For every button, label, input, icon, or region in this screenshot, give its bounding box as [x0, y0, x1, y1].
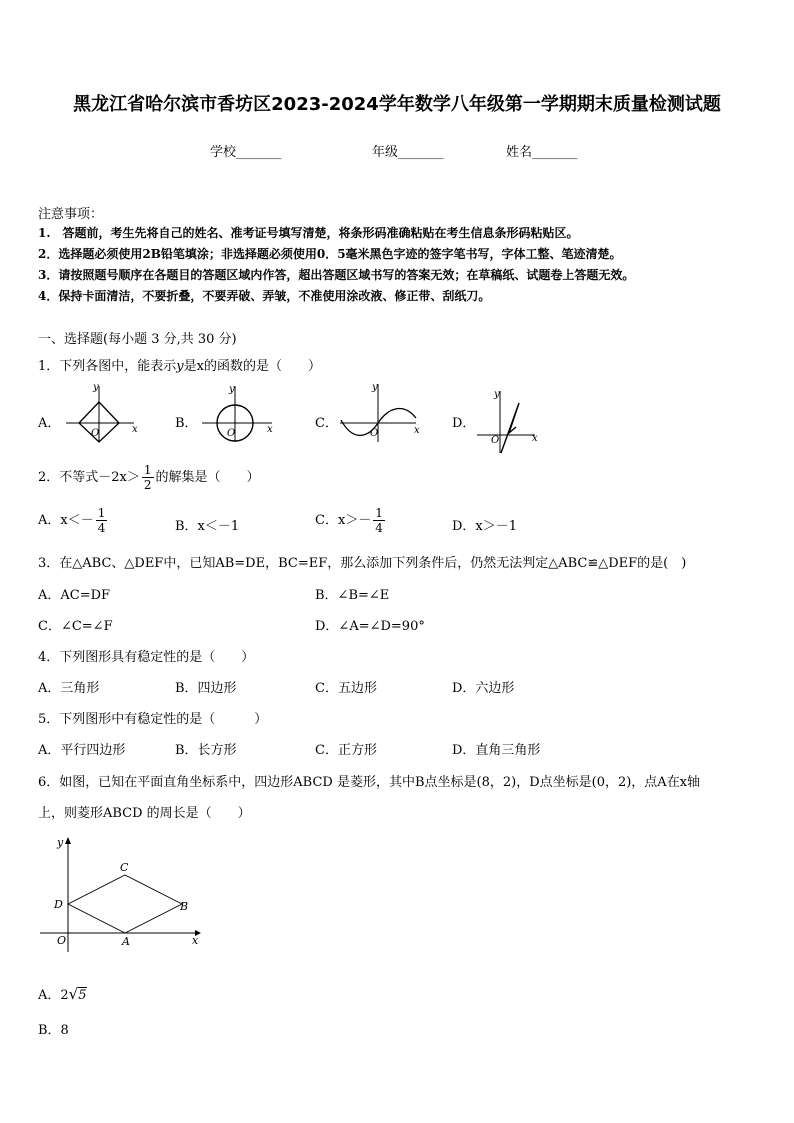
q6-line-2: 上，则菱形ABCD 的周长是（ ）: [38, 806, 251, 821]
graph-d-x-label: x: [532, 433, 538, 444]
note-2: 2．选择题必须使用2B铅笔填涂；非选择题必须使用0．5毫米黑色字迹的签字笔书写，字体工整、笔迹清楚。: [38, 247, 622, 261]
graph-c-y-label: y: [372, 382, 378, 393]
school-field: 学校_______: [210, 145, 282, 160]
q2-option-b: B．x＜－1: [175, 519, 240, 534]
q4-stem: 4．下列图形具有稳定性的是（ ）: [38, 650, 255, 665]
q3-option-c: C．∠C=∠F: [38, 619, 113, 634]
q3-option-a: A．AC=DF: [38, 588, 111, 603]
graph-d-y-label: y: [494, 389, 500, 400]
q1-option-d: D．: [452, 416, 476, 431]
graph-c-sine: [338, 380, 423, 445]
q5-option-c: C．正方形: [315, 743, 377, 758]
section-heading: 一、选择题(每小题 3 分,共 30 分): [38, 332, 237, 347]
q1-stem: 1．下列各图中，能表示y是x的函数的是（ ）: [38, 359, 322, 374]
q6-option-b: B．8: [38, 1023, 69, 1038]
fig-origin-label: O: [57, 934, 67, 947]
note-1: 1. 答题前，考生先将自己的姓名、准考证号填写清楚，将条形码准确粘贴在考生信息条形码粘贴区。: [38, 226, 579, 240]
notes-heading: 注意事项：: [38, 207, 104, 222]
rhombus-figure: [38, 832, 208, 957]
q6-option-a: A．2√5: [38, 985, 87, 1003]
name-field: 姓名_______: [506, 145, 578, 160]
q1-option-b: B．: [175, 416, 198, 431]
q6-line-1: 6．如图，已知在平面直角坐标系中，四边形ABCD 是菱形，其中B点坐标是(8，2)，D点坐标是(0，2)，点A在x轴: [38, 775, 701, 790]
graph-b-x-label: x: [267, 424, 273, 435]
q3-option-d: D．∠A=∠D=90°: [315, 619, 425, 634]
q4-option-c: C．五边形: [315, 681, 377, 696]
graph-b-y-label: y: [229, 384, 235, 395]
note-3: 3．请按照题号顺序在各题目的答题区域内作答，超出答题区域书写的答案无效；在草稿纸、试题卷上答题无效。: [38, 268, 635, 282]
graph-d-curve: [475, 385, 545, 457]
page-title: 黑龙江省哈尔滨市香坊区2023-2024学年数学八年级第一学期期末质量检测试题: [73, 94, 721, 115]
graph-d-origin: O: [491, 435, 500, 446]
grade-field: 年级_______: [372, 145, 444, 160]
q1-option-c: C．: [315, 416, 338, 431]
graph-a-diamond: [64, 380, 144, 445]
graph-b-circle: [200, 380, 280, 445]
fig-point-c: C: [120, 861, 129, 874]
q1-option-a: A．: [38, 416, 61, 431]
q4-option-d: D．六边形: [452, 681, 515, 696]
fig-x-label: x: [192, 934, 199, 947]
graph-c-x-label: x: [414, 425, 420, 436]
q2-option-a: A．x＜－ $\frac{1}{4}$: [38, 506, 106, 535]
q5-option-d: D．直角三角形: [452, 743, 541, 758]
fig-point-a: A: [122, 935, 130, 948]
q3-stem: 3．在△ABC、△DEF中，已知AB=DE，BC=EF，那么添加下列条件后，仍然无法判定△ABC≌△DEF的是( ): [38, 556, 687, 571]
q2-stem: 2．不等式－2x＞ $\frac{1}{2}$ 的解集是（ ）: [38, 463, 260, 492]
q2-option-c: C．x＞－ $\frac{1}{4}$: [315, 506, 383, 535]
graph-a-y-label: y: [93, 382, 99, 393]
fig-y-label: y: [57, 836, 64, 849]
q3-option-b: B．∠B=∠E: [315, 588, 390, 603]
graph-c-origin: O: [370, 428, 379, 439]
fig-point-b: B: [180, 900, 189, 913]
q4-option-a: A．三角形: [38, 681, 100, 696]
q5-option-b: B．长方形: [175, 743, 237, 758]
fig-point-d: D: [54, 898, 63, 911]
graph-a-origin: O: [91, 428, 100, 439]
q5-option-a: A．平行四边形: [38, 743, 126, 758]
graph-a-x-label: x: [132, 424, 138, 435]
graph-b-origin: O: [227, 428, 236, 439]
note-4: 4．保持卡面清洁，不要折叠，不要弄破、弄皱，不准使用涂改液、修正带、刮纸刀。: [38, 289, 491, 303]
q4-option-b: B．四边形: [175, 681, 237, 696]
q5-stem: 5．下列图形中有稳定性的是（ ）: [38, 712, 268, 727]
q2-option-d: D．x＞－1: [452, 519, 518, 534]
